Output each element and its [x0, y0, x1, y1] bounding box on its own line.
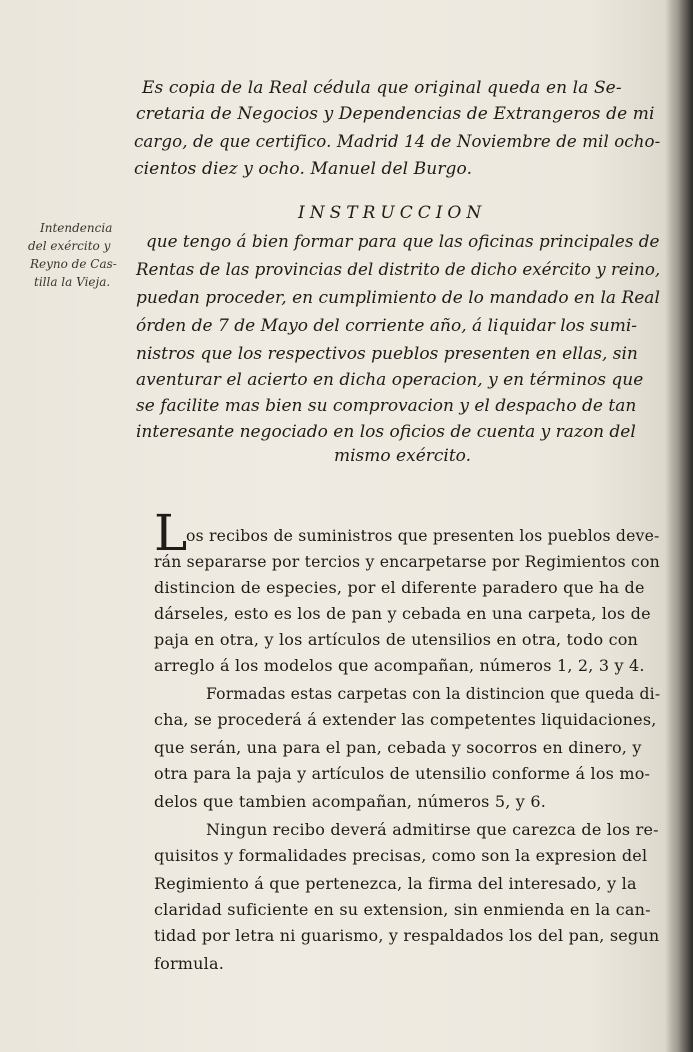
body-line: quisitos y formalidades precisas, como son la expresion del: [154, 846, 648, 865]
body-line: delos que tambien acompañan, números 5, y 6.: [154, 792, 546, 811]
intro-line: interesante negociado en los oficios de cuenta y razon del: [136, 422, 636, 442]
intro-line: puedan proceder, en cumplimiento de lo mandado en la Real: [136, 288, 660, 308]
body-line: otra para la paja y artículos de utensilio conforme á los mo-: [154, 764, 651, 783]
body-line: Ningun recibo deverá admitirse que carezca de los re-: [206, 820, 659, 839]
body-line: dárseles, esto es los de pan y cebada en una carpeta, los de: [154, 604, 651, 623]
intro-line: mismo exército.: [334, 446, 472, 466]
body-line: Formadas estas carpetas con la distincion que queda di-: [206, 684, 661, 703]
body-line: tidad por letra ni guarismo, y respaldados los del pan, segun: [154, 926, 660, 945]
drop-cap: L: [154, 504, 188, 562]
margin-note-line: tilla la Vieja.: [34, 275, 111, 289]
intro-line: aventurar el acierto en dicha operacion, y en términos que: [136, 370, 644, 390]
certification-line: Es copia de la Real cédula que original queda en la Se-: [142, 78, 622, 98]
body-line: que serán, una para el pan, cebada y socorros en dinero, y: [154, 738, 642, 757]
intro-line: órden de 7 de Mayo del corriente año, á liquidar los sumi-: [136, 316, 638, 336]
intro-line: se facilite mas bien su comprovacion y el despacho de tan: [136, 396, 637, 416]
certification-line: cargo, de que certifico. Madrid 14 de Noviembre de mil ocho-: [134, 132, 661, 152]
body-line: cha, se procederá á extender las competentes liquidaciones,: [154, 710, 657, 729]
body-line: paja en otra, y los artículos de utensilios en otra, todo con: [154, 630, 639, 649]
intro-line: que tengo á bien formar para que las oficinas principales de: [146, 232, 660, 252]
margin-note-line: Reyno de Cas-: [30, 257, 117, 271]
certification-line: cientos diez y ocho. Manuel del Burgo.: [134, 159, 473, 179]
intro-line: Rentas de las provincias del distrito de dicho exército y reino,: [136, 260, 661, 280]
section-heading: INSTRUCCION: [298, 203, 487, 223]
body-line: distincion de especies, por el diferente paradero que ha de: [154, 578, 645, 597]
body-line: claridad suficiente en su extension, sin enmienda en la can-: [154, 900, 651, 919]
certification-line: cretaria de Negocios y Dependencias de Extrangeros de mi: [136, 104, 655, 124]
body-line: arreglo á los modelos que acompañan, números 1, 2, 3 y 4.: [154, 656, 645, 675]
body-line: rán separarse por tercios y encarpetarse por Regimientos con: [154, 552, 660, 571]
page-edge-shadow: [665, 0, 693, 1052]
margin-note-line: del exército y: [28, 239, 111, 253]
intro-line: nistros que los respectivos pueblos presenten en ellas, sin: [136, 344, 638, 364]
body-line: os recibos de suministros que presenten los pueblos deve-: [186, 526, 660, 545]
margin-note-line: Intendencia: [40, 221, 113, 235]
body-line: formula.: [154, 954, 225, 973]
body-line: Regimiento á que pertenezca, la firma del interesado, y la: [154, 874, 637, 893]
